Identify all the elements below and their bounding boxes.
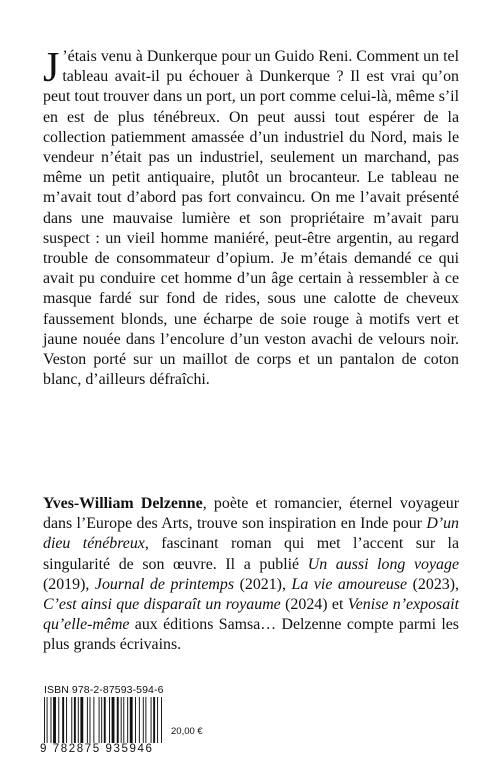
author-name: Yves-William Delzenne (43, 495, 203, 512)
barcode-digits: 9 782875 935946 (40, 743, 154, 755)
price-label: 20,00 € (171, 726, 203, 737)
book-title: Journal de printemps (94, 575, 235, 593)
bio-text: (2024) et (280, 596, 348, 614)
excerpt-text: ’étais venu à Dunkerque pour un Guido Reni. Comment un tel tableau avait-il pu échouer à Dunkerque ? Il est vrai qu’on peut tout trouver dans un port, un port comme celui-là, même s’il en est de plus ténébreux. On peut aussi tout espérer de la collection patiemment amassée d’un industriel du Nord, mais le vendeur n’était pas un industriel, seulement un marchand, pas même un petit antiquaire, plutôt un brocanteur. Le tableau ne m’avait tout d’abord pas fort convaincu. On me l’avait présenté dans une mauvaise lumière et son propriétaire m’avait paru suspect : un vieil homme maniéré, peut-être argentin, au regard trouble de consommateur d’opium. Je m’étais demandé ce qui avait pu conduire cet homme d’un âge certain à ressembler à ce masque fardé sur fond de rides, sous une calotte de cheveux faussement blonds, une écharpe de soie rouge à motifs vert et jaune nouée dans l’encolure d’un veston avachi de velours noir. Veston porté sur un maillot de corps et un pantalon de coton blanc, d’ailleurs défraîchi. (43, 48, 459, 389)
bio-text: , poète et romancier, éternel voyageur dans l’Europe des Arts, trouve son inspiration en Inde pour (43, 495, 459, 533)
book-title: La vie amoureuse (291, 575, 408, 593)
drop-cap: J (43, 45, 60, 91)
author-bio (43, 494, 459, 656)
book-title: Venise n’exposait qu’elle-même (43, 596, 459, 634)
book-title: D’un dieu ténébreux (43, 515, 459, 553)
isbn-label: ISBN 978-2-87593-594-6 (44, 684, 164, 696)
bio-text: (2021), (234, 575, 292, 593)
bio-text: (2023), (407, 575, 459, 593)
book-title: C’est ainsi que disparaît un royaume (43, 596, 281, 614)
bio-text: , fascinant roman qui met l’accent sur la singularité de son œuvre. Il a publié (43, 535, 459, 573)
excerpt-paragraph (43, 47, 459, 390)
book-title: Un aussi long voyage (307, 555, 459, 573)
bio-text: aux éditions Samsa… Delzenne compte parmi les plus grands écrivains. (43, 616, 459, 654)
bio-text: (2019), (43, 575, 95, 593)
barcode (44, 697, 164, 743)
